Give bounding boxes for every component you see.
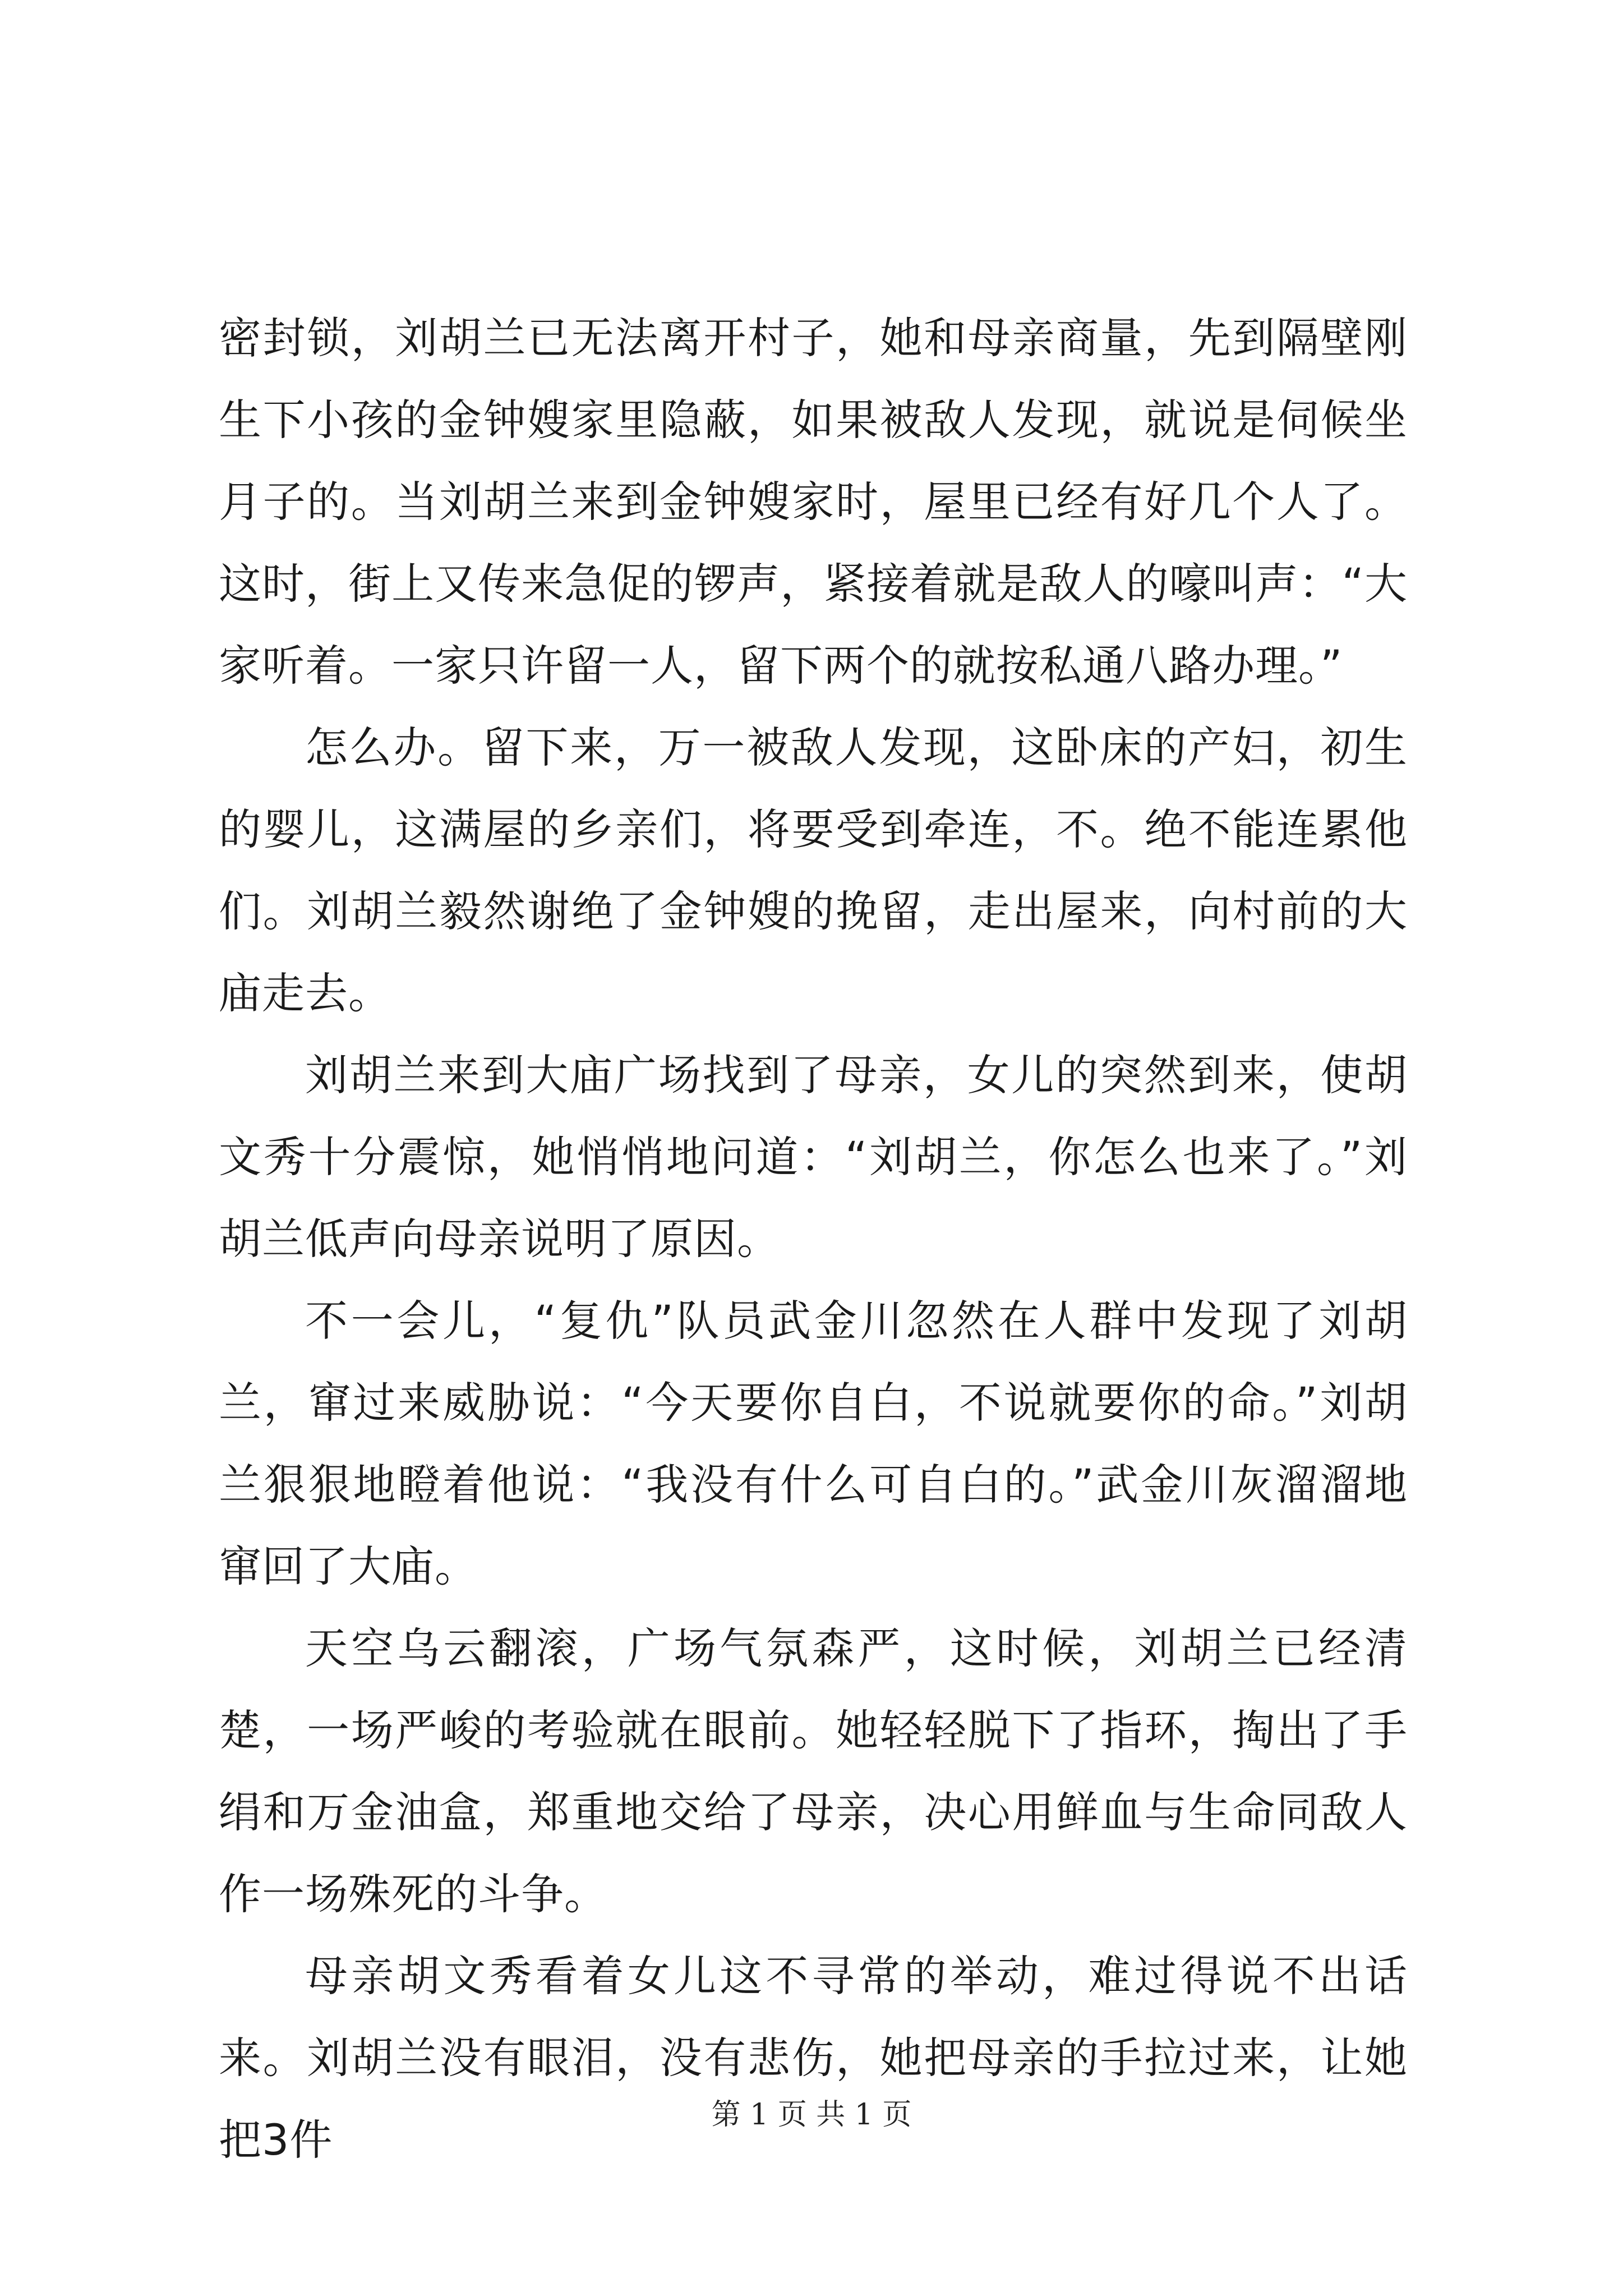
page-footer xyxy=(0,2095,1623,2134)
paragraph-5: 天空乌云翻滚，广场气氛森严，这时候，刘胡兰已经清楚，一场严峻的考验就在眼前。她轻轻脱下了指环，掏出了手绢和万金油盒，郑重地交给了母亲，决心用鲜血与生命同敌人作一场殊死的斗争。 xyxy=(219,1623,1408,1919)
paragraph-6: 母亲胡文秀看着女儿这不寻常的举动，难过得说不出话来。刘胡兰没有眼泪，没有悲伤，她把母亲的手拉过来，让她把3件 xyxy=(219,1951,1408,2165)
paragraph-2: 怎么办。留下来，万一被敌人发现，这卧床的产妇，初生的婴儿，这满屋的乡亲们，将要受到牵连，不。绝不能连累他们。刘胡兰毅然谢绝了金钟嫂的挽留，走出屋来，向村前的大庙走去。 xyxy=(219,723,1408,1018)
paragraph-4: 不一会儿，“复仇”队员武金川忽然在人群中发现了刘胡兰，窜过来威胁说：“今天要你自白，不说就要你的命。”刘胡兰狠狠地瞪着他说：“我没有什么可自白的。”武金川灰溜溜地窜回了大庙。 xyxy=(219,1296,1408,1591)
paragraph-3: 刘胡兰来到大庙广场找到了母亲，女儿的突然到来，使胡文秀十分震惊，她悄悄地问道：“刘胡兰，你怎么也来了。”刘胡兰低声向母亲说明了原因。 xyxy=(219,1050,1408,1264)
paragraph-1: 密封锁，刘胡兰已无法离开村子，她和母亲商量，先到隔壁刚生下小孩的金钟嫂家里隐蔽，如果被敌人发现，就说是伺候坐月子的。当刘胡兰来到金钟嫂家时，屋里已经有好几个人了。这时，街上又传来急促的锣声，紧接着就是敌人的嚎叫声：“大家听着。一家只许留一人，留下两个的就按私通八路办理。” xyxy=(219,313,1408,691)
body-text xyxy=(219,297,1408,2181)
page-number-label: 第 1 页 共 1 页 xyxy=(711,2098,912,2132)
